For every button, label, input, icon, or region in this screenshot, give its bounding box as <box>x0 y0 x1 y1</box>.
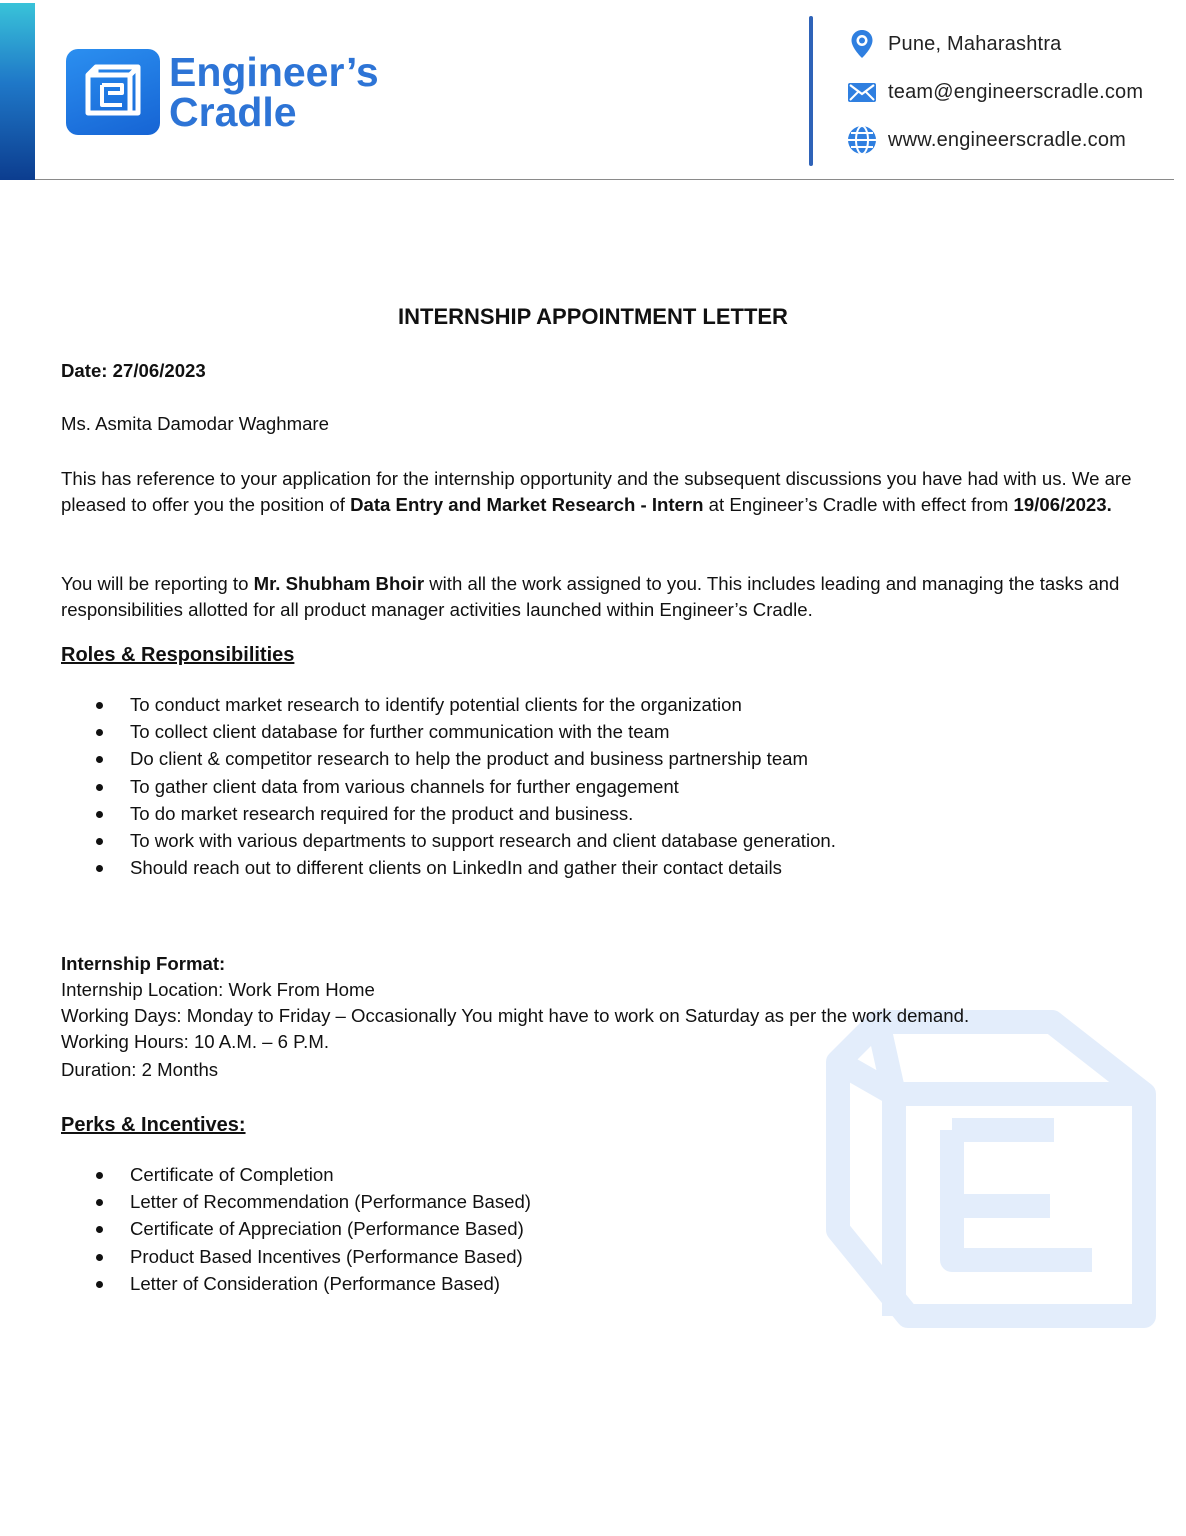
list-item: To do market research required for the product and business. <box>61 800 836 827</box>
header-rule <box>35 179 1174 180</box>
brand-line-1: Engineer’s <box>169 49 379 95</box>
reporting-text-2: with all the work assigned to you. This includes leading and managing the tasks and responsibilities allotted for all product manager activities launched within Engineer’s Cradle. <box>61 573 1120 620</box>
website-link[interactable]: www.engineerscradle.com <box>888 128 1127 151</box>
reporting-text-1: You will be reporting to <box>61 573 254 594</box>
reporting-paragraph <box>61 571 1141 623</box>
header-divider <box>809 16 813 166</box>
location-pin-icon <box>845 27 879 61</box>
start-date: 19/06/2023. <box>1013 494 1112 515</box>
mail-icon <box>845 75 879 109</box>
letter-title: INTERNSHIP APPOINTMENT LETTER <box>398 304 788 329</box>
location-text: Pune, Maharashtra <box>888 32 1062 55</box>
contact-website <box>845 123 1126 157</box>
offer-text-2: at Engineer’s Cradle with effect from <box>703 494 1014 515</box>
list-item: To collect client database for further communication with the team <box>61 718 836 745</box>
format-heading: Internship Format: <box>61 953 226 974</box>
roles-heading: Roles & Responsibilities <box>61 644 295 666</box>
roles-list <box>61 691 836 881</box>
email-link[interactable]: team@engineerscradle.com <box>888 80 1144 103</box>
position-title: Data Entry and Market Research - Intern <box>350 494 704 515</box>
brand-line-2: Cradle <box>169 89 297 135</box>
list-item: Do client & competitor research to help the product and business partnership team <box>61 745 836 772</box>
globe-icon <box>845 123 879 157</box>
manager-name: Mr. Shubham Bhoir <box>253 573 425 594</box>
company-logo <box>66 49 160 135</box>
recipient-name: Ms. Asmita Damodar Waghmare <box>61 413 329 434</box>
format-hours: Working Hours: 10 A.M. – 6 P.M. <box>61 1031 330 1052</box>
letter-date: Date: 27/06/2023 <box>61 360 206 381</box>
list-item: Letter of Consideration (Performance Based) <box>61 1270 531 1297</box>
format-location: Internship Location: Work From Home <box>61 979 375 1000</box>
contact-location <box>845 27 1062 61</box>
list-item: To conduct market research to identify potential clients for the organization <box>61 691 836 718</box>
format-days: Working Days: Monday to Friday – Occasionally You might have to work on Saturday as per the work demand. <box>61 1005 970 1026</box>
contact-email <box>845 75 1143 109</box>
company-name <box>169 49 379 135</box>
list-item: Should reach out to different clients on LinkedIn and gather their contact details <box>61 854 836 881</box>
cube-watermark-icon <box>822 1010 1162 1330</box>
list-item: To gather client data from various channels for further engagement <box>61 773 836 800</box>
offer-paragraph <box>61 466 1141 518</box>
offer-text-1: This has reference to your application for the internship opportunity and the subsequent discussions you have had with us. We are pleased to offer you the position of <box>61 468 1132 515</box>
list-item: Certificate of Appreciation (Performance Based) <box>61 1215 531 1242</box>
format-duration: Duration: 2 Months <box>61 1059 219 1080</box>
perks-list <box>61 1161 531 1297</box>
header-accent-strip <box>0 3 35 180</box>
list-item: To work with various departments to support research and client database generation. <box>61 827 836 854</box>
list-item: Letter of Recommendation (Performance Based) <box>61 1188 531 1215</box>
cube-icon <box>66 49 160 135</box>
perks-heading: Perks & Incentives: <box>61 1114 246 1136</box>
list-item: Product Based Incentives (Performance Based) <box>61 1243 531 1270</box>
list-item: Certificate of Completion <box>61 1161 531 1188</box>
